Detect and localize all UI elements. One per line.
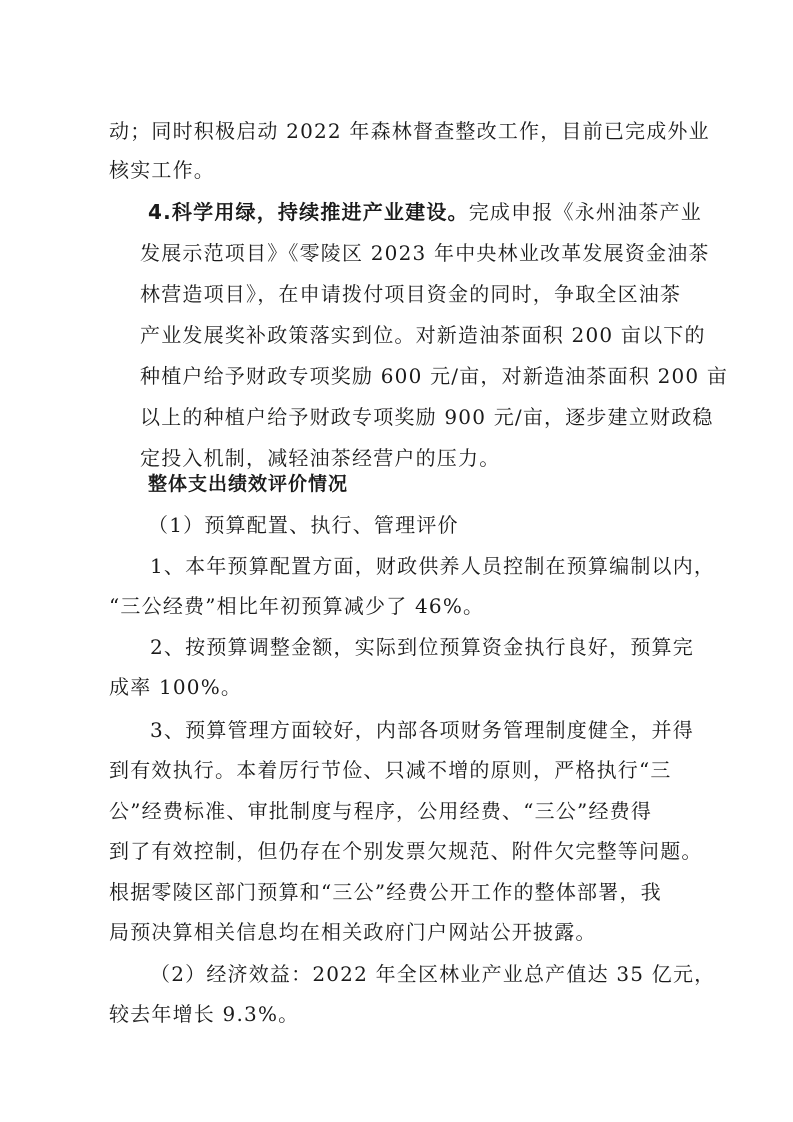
paragraph-line: 动；同时积极启动 2022 年森林督查整改工作，目前已完成外业 bbox=[109, 119, 710, 143]
paragraph-line: 定投入机制，减轻油茶经营户的压力。 bbox=[140, 446, 501, 470]
paragraph-line: 到有效执行。本着厉行节俭、只减不增的原则，严格执行“三 bbox=[109, 758, 672, 782]
paragraph-line: 林营造项目》，在申请拨付项目资金的同时，争取全区油茶 bbox=[140, 282, 682, 306]
subsection-heading: （1）预算配置、执行、管理评价 bbox=[148, 513, 459, 537]
paragraph-line: 核实工作。 bbox=[109, 158, 215, 182]
paragraph-line: 成率 100%。 bbox=[109, 675, 243, 699]
paragraph-line: 1、本年预算配置方面，财政供养人员控制在预算编制以内， bbox=[150, 554, 716, 578]
paragraph-line: 较去年增长 9.3%。 bbox=[109, 1002, 300, 1026]
paragraph-line: 局预决算相关信息均在相关政府门户网站公开披露。 bbox=[109, 920, 597, 944]
paragraph-line: 2、按预算调整金额，实际到位预算资金执行良好，预算完 bbox=[150, 635, 694, 659]
paragraph-line: 发展示范项目》《零陵区 2023 年中央林业改革发展资金油茶 bbox=[140, 241, 710, 265]
item-4-title: 4.科学用绿，持续推进产业建设。 bbox=[148, 200, 469, 224]
paragraph-line: 根据零陵区部门预算和“三公”经费公开工作的整体部署，我 bbox=[109, 880, 662, 904]
section-heading: 整体支出绩效评价情况 bbox=[148, 473, 349, 495]
paragraph-line: 以上的种植户给予财政专项奖励 900 元/亩，逐步建立财政稳 bbox=[140, 405, 714, 429]
paragraph-line: 产业发展奖补政策落实到位。对新造油茶面积 200 亩以下的 bbox=[140, 323, 706, 347]
paragraph-line: 公”经费标准、审批制度与程序，公用经费、“三公”经费得 bbox=[109, 799, 653, 823]
paragraph-line: “三公经费”相比年初预算减少了 46%。 bbox=[109, 594, 485, 618]
item-4-text: 完成申报《永州油茶产业 bbox=[468, 200, 702, 224]
paragraph-line: 到了有效控制，但仍存在个别发票欠规范、附件欠完整等问题。 bbox=[109, 839, 703, 863]
item-4-first-line bbox=[148, 198, 702, 226]
paragraph-line: （2）经济效益：2022 年全区林业产业总产值达 35 亿元， bbox=[150, 962, 716, 986]
paragraph-line: 种植户给予财政专项奖励 600 元/亩，对新造油茶面积 200 亩 bbox=[140, 364, 729, 388]
paragraph-line: 3、预算管理方面较好，内部各项财务管理制度健全，并得 bbox=[150, 718, 694, 742]
